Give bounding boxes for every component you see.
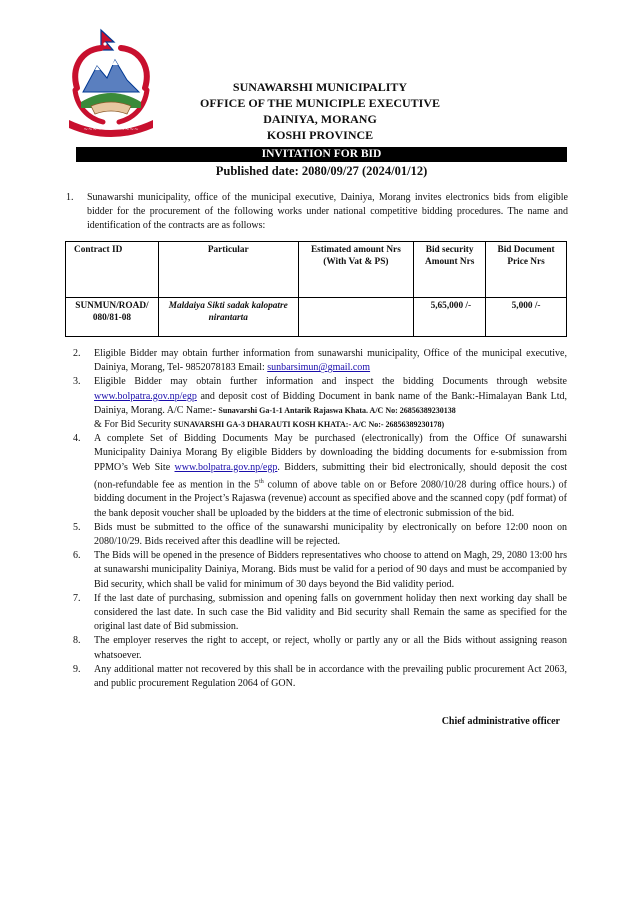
column-header: Particular — [158, 242, 298, 298]
list-item — [73, 634, 567, 662]
item-text: . Bidders, submitting their bid electronically, should deposit the cost (non-refundable fee as mention in the 5 — [94, 461, 567, 491]
item-number: 4. — [73, 433, 81, 445]
document-price-cell: 5,000 /- — [486, 298, 567, 337]
item-text: If the last date of purchasing, submission and opening falls on government holiday then next working day shall be considered the last date. In such case the Bid validity and Bid security shall Remain the same as specified for the original last date of Bid submission. — [94, 592, 567, 633]
nepal-emblem-logo — [57, 28, 165, 138]
column-header: Contract ID — [66, 242, 159, 298]
item-number: 9. — [73, 663, 81, 675]
superscript: th — [259, 478, 264, 485]
item-text: Eligible Bidder may obtain further information and inspect the bidding Documents through website — [94, 376, 567, 388]
intro-text: Sunawarshi municipality, office of the municipal executive, Dainiya, Morang invites electronics bids from eligible bidder for the procurement of the following works under national competitive bidding procedures. The name and identification of the contracts are as follows: — [87, 192, 568, 231]
item-text: The Bids will be opened in the presence of Bidders representatives who choose to attend on Magh, 29, 2080 13:00 hrs at sunawarshi municipality Dainiya, Morang. Bids must be valid for a period of 90 days and must be accompanied by Bid security, which shall be valid for minimum of 30 days beyond the Bid validity period. — [94, 550, 567, 590]
list-item — [73, 521, 567, 549]
estimated-amount-cell — [298, 298, 414, 337]
particular-cell: Maldaiya Sikti sadak kalopatre nirantarta — [158, 298, 298, 337]
svg-text:~~~~~~~~~~~~: ~~~~~~~~~~~~ — [83, 127, 139, 133]
intro-paragraph — [66, 191, 568, 233]
item-text: column of above table on or Before 2080/10/28 during office hours.) of bidding document in the Project’s Rajaswa (revenue) account as specified above and the scanned copy (pdf format) of the bank deposit voucher shall be uploaded by the bidders at the time of electronic submission of the bid. — [94, 479, 567, 519]
invitation-banner: INVITATION FOR BID — [76, 147, 567, 162]
item-number: 3. — [73, 376, 81, 388]
office-location: DAINIYA, MORANG — [263, 112, 377, 126]
item-text: Any additional matter not recovered by this shall be in accordance with the prevailing public procurement Act 2063, and public procurement Regulation 2064 of GON. — [94, 663, 567, 689]
contract-table — [65, 241, 567, 337]
item-text: The employer reserves the right to accept, or reject, wholly or partly any or all the Bids without assigning reason whatsoever. — [94, 635, 567, 661]
column-header: Estimated amount Nrs (With Vat & PS) — [298, 242, 414, 298]
table-header-row — [66, 242, 567, 298]
item-text: Eligible Bidder may obtain further information from sunawarshi municipality, Office of the municipal executive, Dainiya, Morang, Tel- 9852078183 Email: — [94, 348, 567, 374]
item-number: 8. — [73, 635, 81, 647]
list-item — [73, 375, 567, 432]
bid-security-cell: 5,65,000 /- — [414, 298, 486, 337]
list-item — [73, 432, 567, 521]
item-text: Bids must be submitted to the office of the sunawarshi municipality by electronically on before 12:00 noon on 2080/10/29. Bids received after this deadline will be rejected. — [94, 521, 567, 547]
table-row — [66, 298, 567, 337]
email-link[interactable]: sunbarsimun@gmail.com — [267, 362, 371, 374]
list-item — [73, 549, 567, 592]
item-number: 2. — [73, 348, 81, 359]
contract-id-cell: SUNMUN/ROAD/ 080/81-08 — [66, 298, 159, 337]
province-name: KOSHI PROVINCE — [266, 128, 374, 142]
office-name: OFFICE OF THE MUNICIPLE EXECUTIVE — [199, 96, 441, 110]
revenue-account: Sunavarshi Ga-1-1 Antarik Rajaswa Khata. A/C No: 26856389230138 — [218, 405, 456, 415]
letterhead — [150, 79, 490, 143]
conditions-list — [73, 347, 567, 691]
bolpatra-link[interactable]: www.bolpatra.gov.np/egp — [94, 390, 197, 402]
item-text: and deposit cost of Bidding Document in bank name of the Bank:-Himalayan Bank Ltd, Dainiya, Morang. A/C Name:- — [94, 390, 567, 416]
item-text: A complete Set of Bidding Documents May be purchased (electronically) from the Office Of sunawarshi Municipality Dainiya Morang By eligible Bidders by downloading the bidding documents for e-submission from PPMO’s Web Site — [94, 433, 567, 473]
item-text: & For Bid Security — [94, 419, 174, 431]
column-header: Bid security Amount Nrs — [414, 242, 486, 298]
security-account: SUNAVARSHI GA-3 DHARAUTI KOSH KHATA:- A/C No:- 26856389230178) — [173, 420, 445, 430]
published-date: Published date: 2080/09/27 (2024/01/12) — [215, 164, 428, 178]
item-number: 7. — [73, 592, 81, 604]
municipality-name: SUNAWARSHI MUNICIPALITY — [232, 80, 408, 94]
list-item — [73, 347, 567, 375]
signatory-title: Chief administrative officer — [441, 716, 560, 727]
item-number: 1. — [66, 192, 74, 203]
list-item — [73, 592, 567, 635]
bolpatra-link[interactable]: www.bolpatra.gov.np/egp — [174, 461, 278, 473]
list-item — [73, 663, 567, 691]
column-header: Bid Document Price Nrs — [486, 242, 567, 298]
item-number: 6. — [73, 550, 81, 562]
item-number: 5. — [73, 521, 81, 533]
